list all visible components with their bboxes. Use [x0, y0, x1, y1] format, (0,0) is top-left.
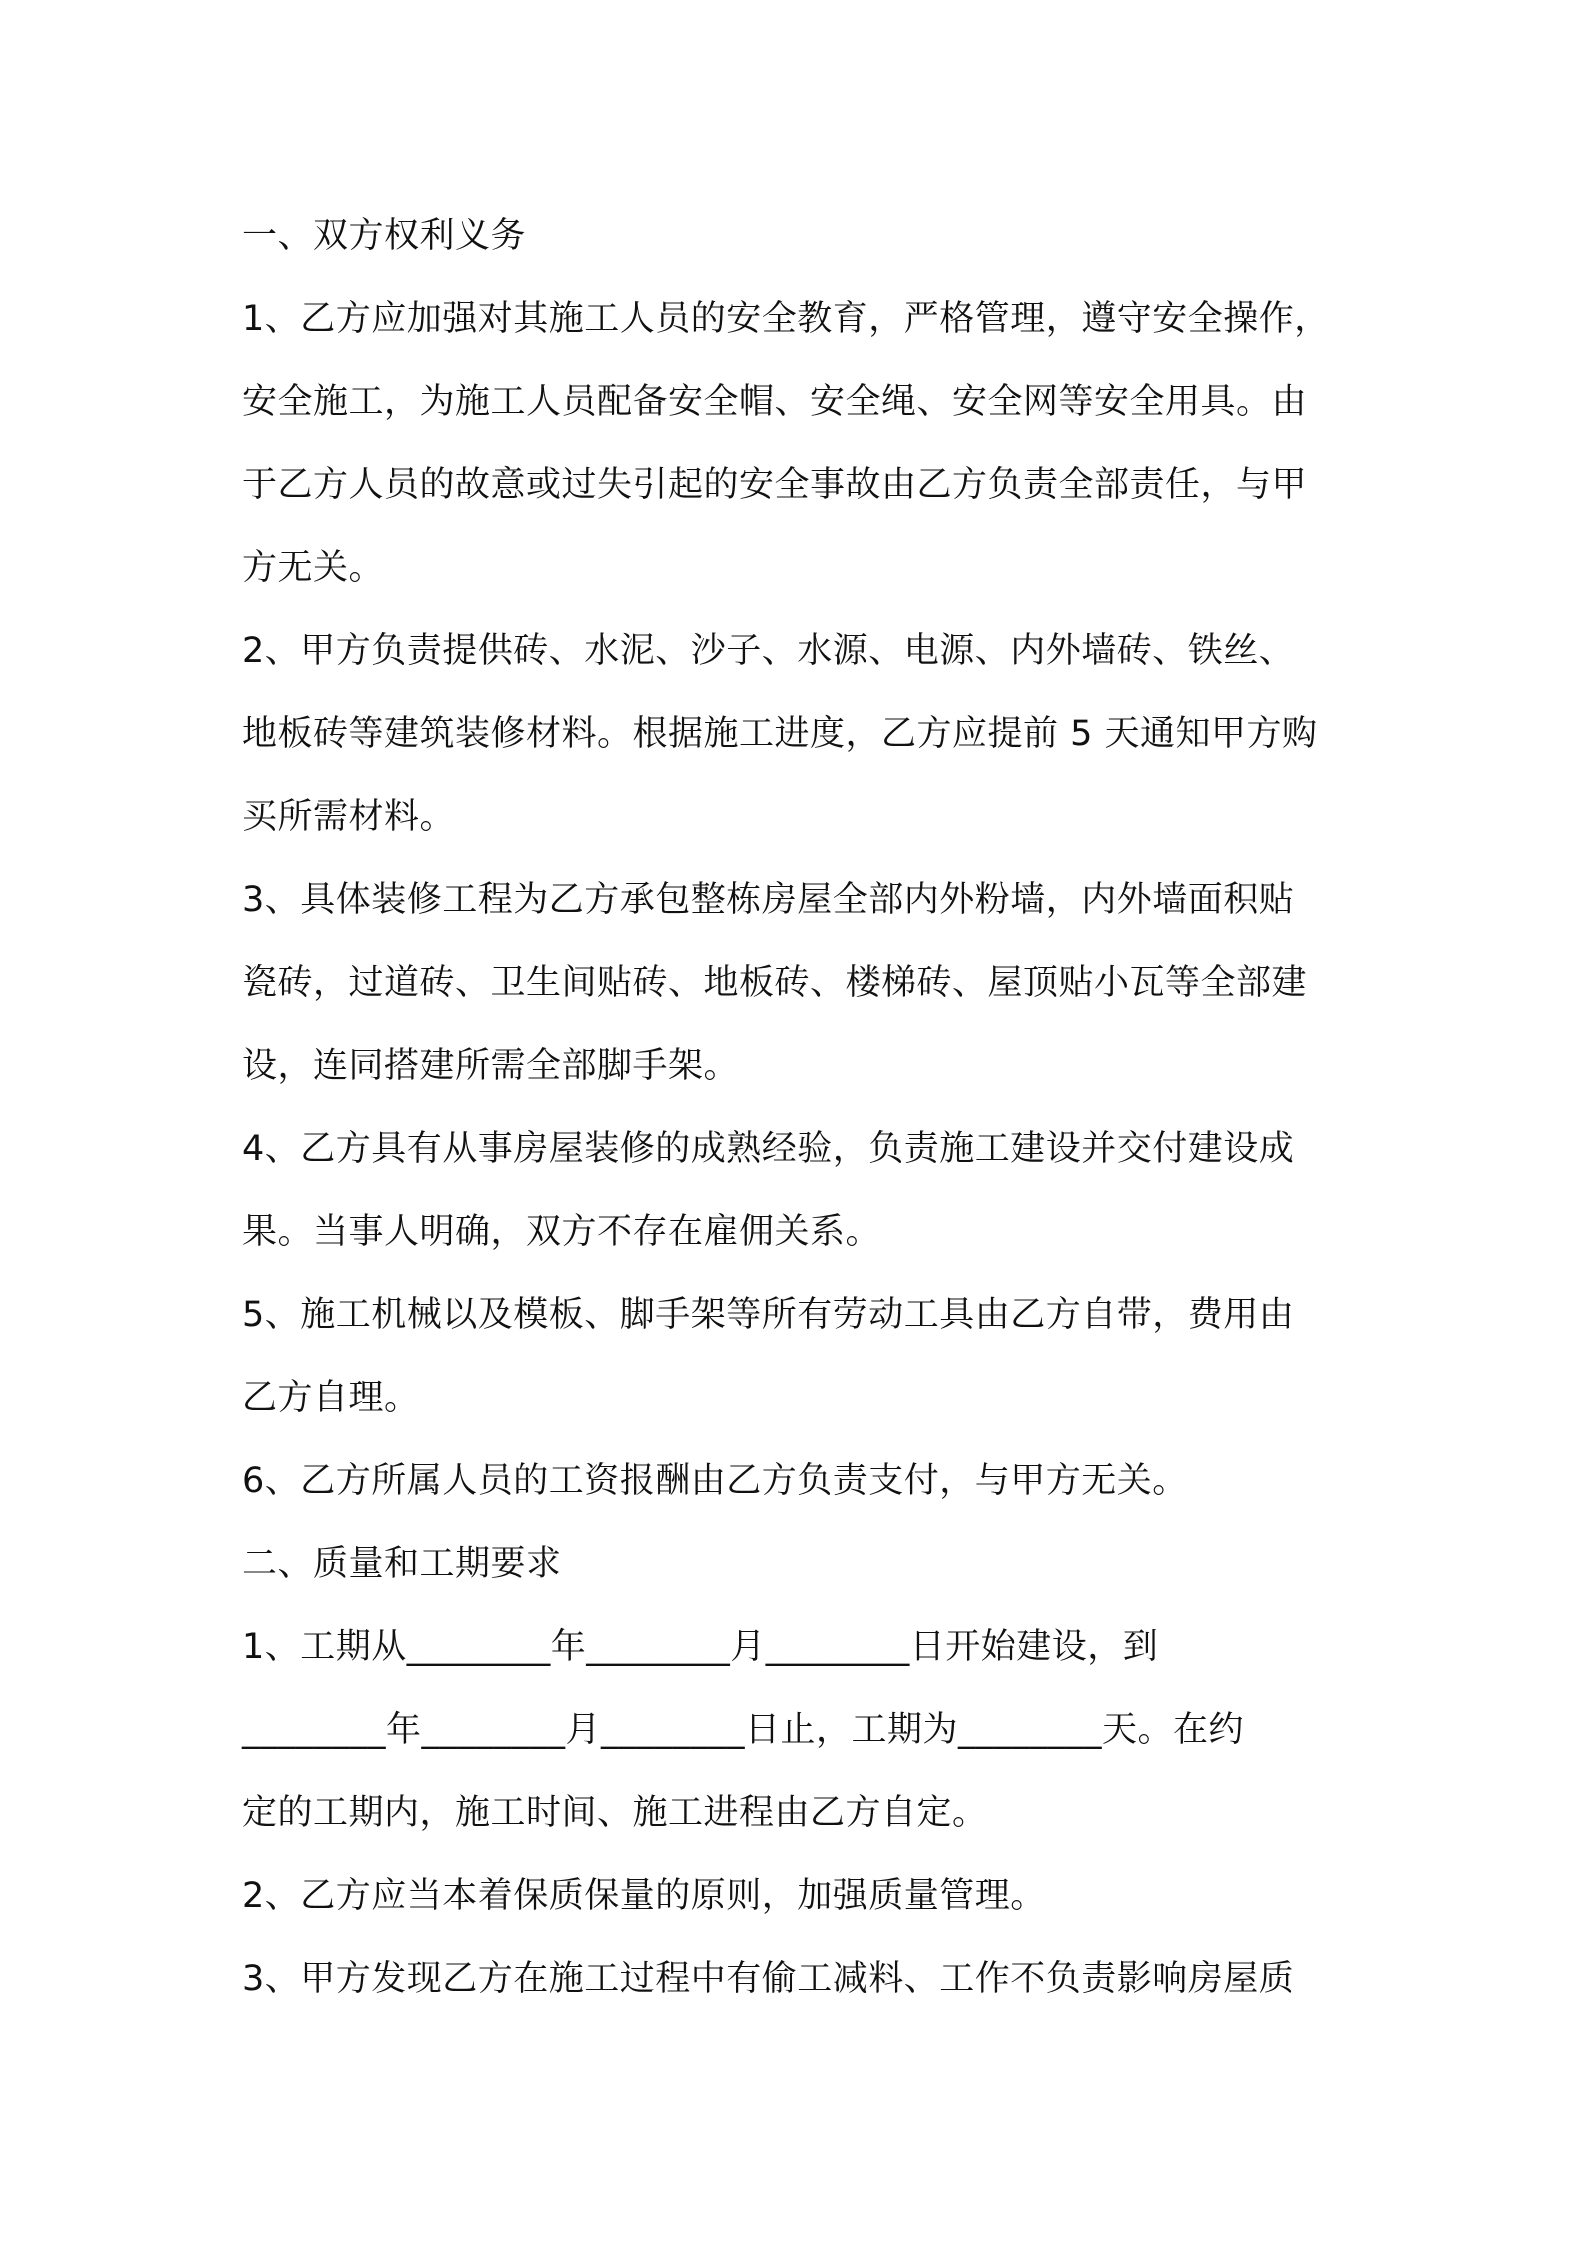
paragraph-line: 瓷砖，过道砖、卫生间贴砖、地板砖、楼梯砖、屋顶贴小瓦等全部建: [242, 963, 1308, 1003]
paragraph-line: 3、甲方发现乙方在施工过程中有偷工减料、工作不负责影响房屋质: [242, 1959, 1295, 1999]
paragraph-line: 于乙方人员的故意或过失引起的安全事故由乙方负责全部责任，与甲: [242, 465, 1308, 505]
paragraph-line: 2、甲方负责提供砖、水泥、沙子、水源、电源、内外墙砖、铁丝、: [242, 631, 1295, 671]
paragraph-line: 4、乙方具有从事房屋装修的成熟经验，负责施工建设并交付建设成: [242, 1129, 1295, 1169]
paragraph-line: 1、工期从________年________月________日开始建设，到: [242, 1627, 1159, 1667]
paragraph-line: 乙方自理。: [242, 1378, 420, 1418]
paragraph-line: 1、乙方应加强对其施工人员的安全教育，严格管理，遵守安全操作，: [242, 299, 1330, 339]
paragraph-line: 买所需材料。: [242, 797, 456, 837]
paragraph-line: 3、具体装修工程为乙方承包整栋房屋全部内外粉墙，内外墙面积贴: [242, 880, 1295, 920]
section-heading: 二、质量和工期要求: [242, 1544, 562, 1584]
paragraph-line: 地板砖等建筑装修材料。根据施工进度，乙方应提前 5 天通知甲方购: [242, 714, 1318, 754]
paragraph-line: 安全施工，为施工人员配备安全帽、安全绳、安全网等安全用具。由: [242, 382, 1308, 422]
paragraph-line: 方无关。: [242, 548, 385, 588]
paragraph-line: 果。当事人明确，双方不存在雇佣关系。: [242, 1212, 882, 1252]
paragraph-line: ________年________月________日止，工期为________天。在约: [242, 1710, 1245, 1750]
paragraph-line: 2、乙方应当本着保质保量的原则，加强质量管理。: [242, 1876, 1046, 1916]
paragraph-line: 5、施工机械以及模板、脚手架等所有劳动工具由乙方自带，费用由: [242, 1295, 1295, 1335]
document-body: [242, 195, 1372, 2021]
section-heading: 一、双方权利义务: [242, 216, 527, 256]
paragraph-line: 6、乙方所属人员的工资报酬由乙方负责支付，与甲方无关。: [242, 1461, 1188, 1501]
paragraph-line: 定的工期内，施工时间、施工进程由乙方自定。: [242, 1793, 988, 1833]
paragraph-line: 设，连同搭建所需全部脚手架。: [242, 1046, 740, 1086]
